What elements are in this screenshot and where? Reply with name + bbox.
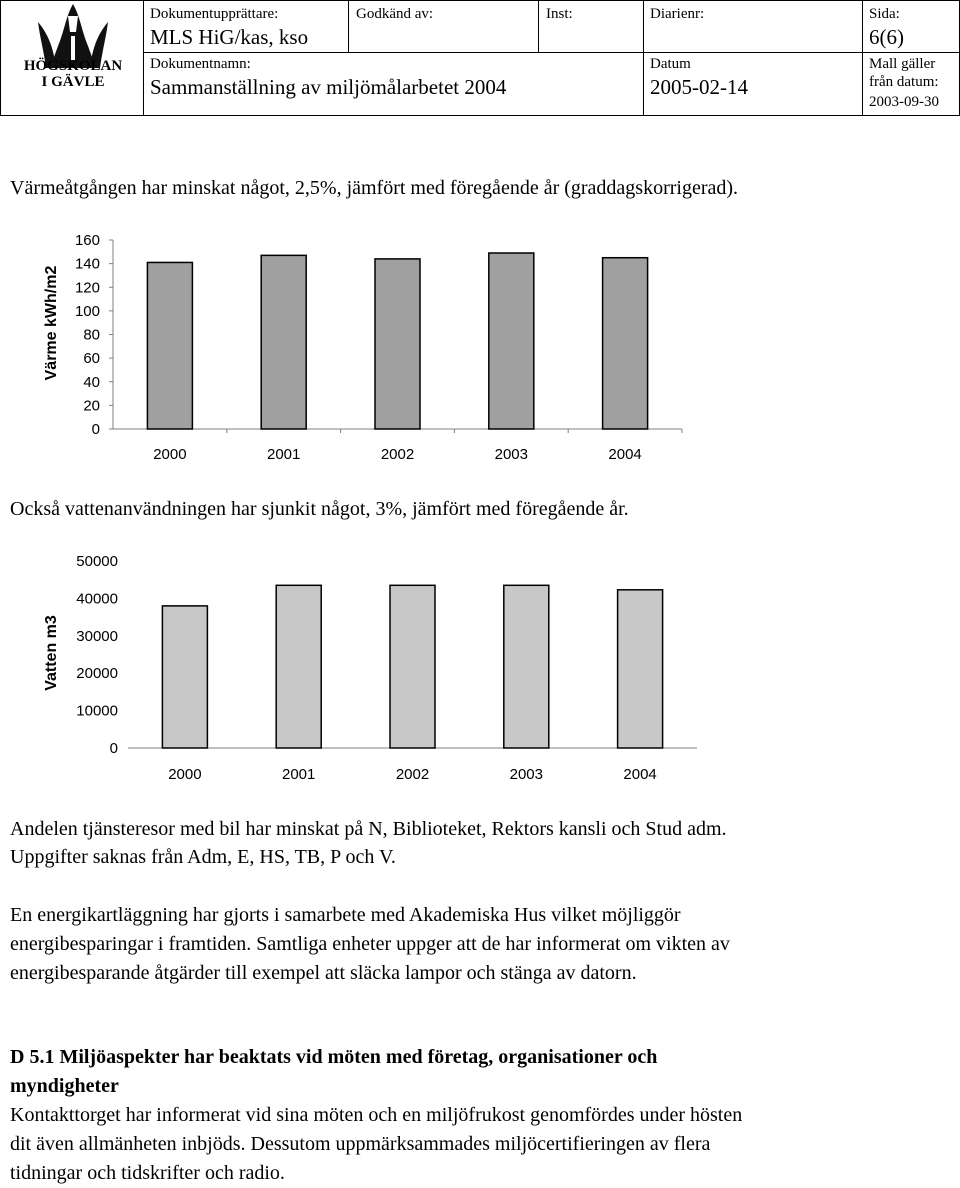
heat-y-tick-label: 0	[91, 421, 100, 438]
heat-x-tick-label-2004: 2004	[608, 446, 642, 463]
inst-label: Inst:	[546, 6, 573, 22]
author-value: MLS HiG/kas, kso	[150, 25, 309, 49]
logo-line-1: HÖGSKOLAN	[23, 58, 123, 74]
date-value: 2005-02-14	[650, 75, 748, 99]
water-bar-2003	[504, 585, 549, 748]
heat-x-tick-label-2003: 2003	[494, 446, 528, 463]
docname-label: Dokumentnamn:	[150, 56, 251, 72]
template-label-1: Mall gäller	[869, 56, 936, 72]
contact-paragraph-line-3: tidningar och tidskrifter och radio.	[10, 1162, 285, 1184]
heat-y-tick-label: 100	[74, 302, 100, 320]
water-bar-2002	[390, 585, 435, 748]
heat-y-tick-label: 20	[83, 397, 100, 415]
heat-bar-2002	[375, 259, 420, 429]
water-x-tick-label-2002: 2002	[395, 766, 430, 783]
docname-value: Sammanställning av miljömålarbetet 2004	[150, 75, 507, 99]
water-paragraph: Också vattenanvändningen har sjunkit något, 3%, jämfört med föregående år.	[10, 498, 629, 520]
water-y-tick-label: 50000	[76, 553, 118, 570]
heat-y-tick-label: 160	[74, 232, 100, 249]
energy-paragraph-line-3: energibesparande åtgärder till exempel att släcka lampor och stänga av datorn.	[10, 962, 637, 984]
water-bar-2001	[276, 585, 321, 748]
heat-x-tick-label-2000: 2000	[153, 446, 187, 463]
date-label: Datum	[650, 56, 691, 72]
energy-paragraph-line-1: En energikartläggning har gjorts i samarbete med Akademiska Hus vilket möjliggör	[10, 904, 681, 926]
water-y-tick-label: 40000	[76, 590, 118, 608]
water-y-axis-label: Vatten m3	[43, 615, 60, 691]
water-x-tick-label-2001: 2001	[282, 766, 316, 783]
approved-label: Godkänd av:	[356, 6, 434, 22]
document-header	[0, 0, 960, 116]
header-row-divider	[143, 52, 960, 53]
water-bar-2004	[618, 590, 663, 748]
water-y-tick-label: 20000	[76, 665, 118, 683]
heat-paragraph: Värmeåtgången har minskat något, 2,5%, jämfört med föregående år (graddagskorrigerad).	[10, 177, 739, 199]
water-x-tick-label-2000: 2000	[168, 766, 202, 783]
heat-x-tick-label-2001: 2001	[267, 446, 301, 463]
water-y-tick-label: 10000	[76, 702, 118, 720]
heat-y-axis-label: Värme kWh/m2	[43, 265, 60, 381]
heat-y-tick-label: 60	[83, 350, 100, 368]
section-heading-d51-line-1: D 5.1 Miljöaspekter har beaktats vid möten med företag, organisationer och	[10, 1046, 658, 1068]
heat-y-tick-label: 120	[74, 279, 100, 297]
heat-bar-2003	[489, 253, 534, 429]
heat-bar-chart	[0, 220, 700, 470]
heat-bar-2000	[147, 262, 192, 429]
page-value: 6(6)	[869, 25, 904, 49]
water-y-tick-label: 0	[109, 740, 118, 757]
energy-paragraph-line-2: energibesparingar i framtiden. Samtliga enheter uppger att de har informerat om vikten av	[10, 933, 730, 955]
section-heading-d51-line-2: myndigheter	[10, 1075, 119, 1097]
travel-paragraph-line-2: Uppgifter saknas från Adm, E, HS, TB, P och V.	[10, 846, 396, 868]
reg-label: Diarienr:	[650, 6, 705, 22]
water-x-tick-label-2004: 2004	[623, 766, 657, 783]
template-value: 2003-09-30	[869, 94, 939, 110]
header-border-bottom	[0, 115, 960, 116]
heat-bar-2004	[603, 258, 648, 429]
header-border-top	[0, 0, 960, 1]
author-label: Dokumentupprättare:	[150, 6, 279, 22]
heat-y-tick-label: 140	[74, 255, 100, 273]
logo-line-2: I GÄVLE	[41, 74, 105, 90]
template-label-2: från datum:	[869, 74, 939, 90]
water-bar-chart	[0, 545, 700, 790]
contact-paragraph-line-2: dit även allmänheten inbjöds. Dessutom uppmärksammades miljöcertifieringen av flera	[10, 1133, 711, 1155]
contact-paragraph-line-1: Kontakttorget har informerat vid sina möten och en miljöfrukost genomfördes under hösten	[10, 1104, 743, 1126]
heat-bar-2001	[261, 255, 306, 429]
page-label: Sida:	[869, 6, 900, 22]
water-bar-2000	[162, 606, 207, 748]
heat-y-tick-label: 40	[83, 373, 100, 391]
travel-paragraph-line-1: Andelen tjänsteresor med bil har minskat på N, Biblioteket, Rektors kansli och Stud adm.	[10, 818, 727, 840]
water-x-tick-label-2003: 2003	[509, 766, 543, 783]
heat-y-tick-label: 80	[83, 326, 100, 344]
heat-x-tick-label-2002: 2002	[380, 446, 415, 463]
university-logo	[10, 2, 136, 102]
water-y-tick-label: 30000	[76, 627, 118, 645]
